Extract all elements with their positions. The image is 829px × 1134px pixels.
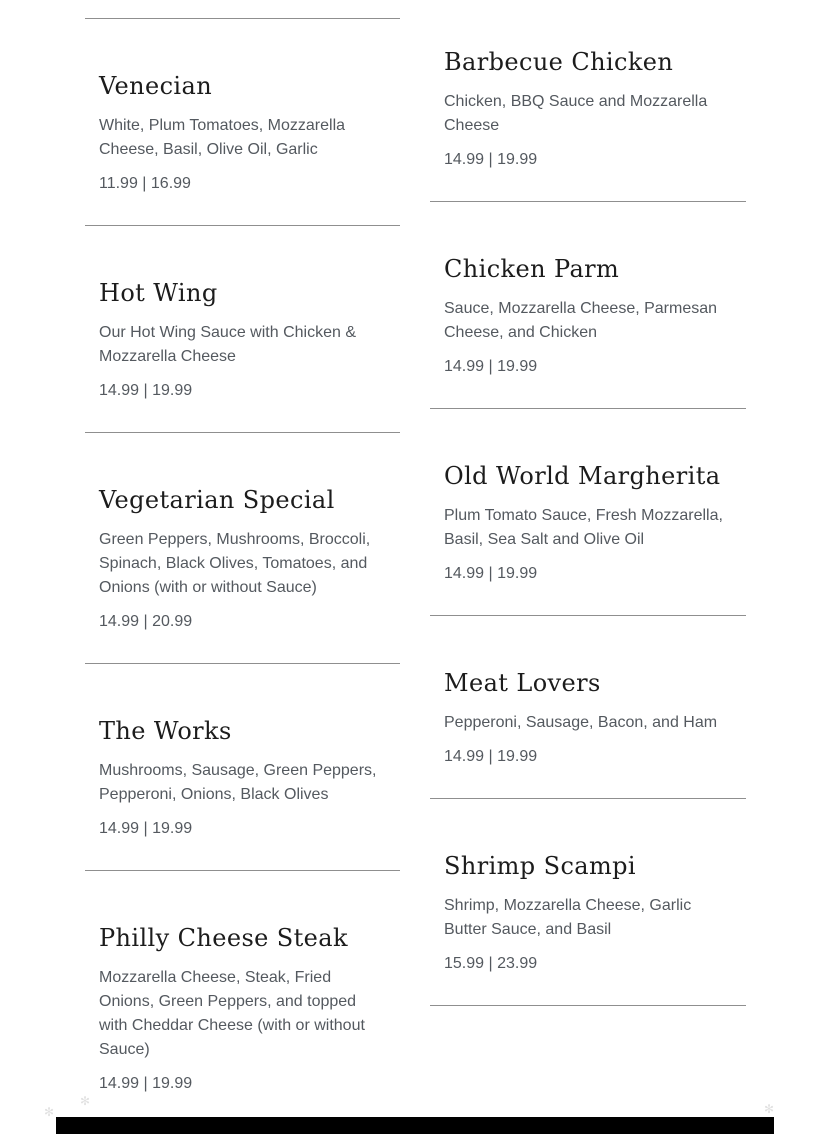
- item-title: The Works: [99, 717, 232, 745]
- item-description: Pepperoni, Sausage, Bacon, and Ham: [444, 714, 718, 731]
- menu-column-left: [85, 0, 400, 1126]
- sparkle-icon: ✻: [764, 1102, 775, 1116]
- item-title: Barbecue Chicken: [444, 48, 674, 76]
- menu-item: [85, 871, 400, 1126]
- item-price: 15.99 | 23.99: [444, 955, 538, 972]
- item-title: Venecian: [99, 72, 213, 100]
- item-description: Plum Tomato Sauce, Fresh Mozzarella, Basil, Sea Salt and Olive Oil: [444, 507, 723, 548]
- item-title: Chicken Parm: [444, 255, 620, 283]
- item-price: 14.99 | 19.99: [444, 151, 538, 168]
- item-price: 14.99 | 19.99: [444, 748, 538, 765]
- item-price: 14.99 | 19.99: [444, 565, 538, 582]
- item-price: 14.99 | 20.99: [99, 613, 193, 630]
- item-description: Shrimp, Mozzarella Cheese, Garlic Butter Sauce, and Basil: [444, 897, 692, 938]
- item-divider: [430, 1005, 746, 1006]
- menu-item: [430, 202, 746, 409]
- menu-item: [85, 664, 400, 871]
- sparkle-icon: ✻: [44, 1105, 55, 1119]
- item-title: Philly Cheese Steak: [99, 924, 348, 952]
- footer-bar: [56, 1117, 774, 1134]
- item-price: 14.99 | 19.99: [99, 382, 193, 399]
- item-description: Mushrooms, Sausage, Green Peppers, Pepperoni, Onions, Black Olives: [99, 762, 377, 803]
- item-title: Meat Lovers: [444, 669, 601, 697]
- item-title: Vegetarian Special: [99, 486, 335, 514]
- item-description: Mozzarella Cheese, Steak, Fried Onions, Green Peppers, and topped with Cheddar Cheese (with or without Sauce): [99, 969, 365, 1058]
- menu-column-right: [430, 0, 746, 1006]
- item-description: Our Hot Wing Sauce with Chicken & Mozzarella Cheese: [99, 324, 356, 365]
- menu-item: [430, 616, 746, 799]
- item-price: 11.99 | 16.99: [99, 175, 191, 192]
- menu-item: [430, 409, 746, 616]
- item-title: Old World Margherita: [444, 462, 721, 490]
- item-description: Green Peppers, Mushrooms, Broccoli, Spinach, Black Olives, Tomatoes, and Onions (with or without Sauce): [99, 531, 371, 596]
- sparkle-icon: ✻: [80, 1094, 91, 1108]
- menu-item: [85, 433, 400, 664]
- menu-item: [85, 19, 400, 226]
- item-title: Hot Wing: [99, 279, 218, 307]
- item-title: Shrimp Scampi: [444, 852, 636, 880]
- item-description: Chicken, BBQ Sauce and Mozzarella Cheese: [444, 93, 708, 134]
- item-description: Sauce, Mozzarella Cheese, Parmesan Cheese, and Chicken: [444, 300, 718, 341]
- item-description: White, Plum Tomatoes, Mozzarella Cheese, Basil, Olive Oil, Garlic: [99, 117, 346, 158]
- item-price: 14.99 | 19.99: [444, 358, 538, 375]
- item-price: 14.99 | 19.99: [99, 1075, 193, 1092]
- menu-item: [430, 799, 746, 1006]
- menu-item: [85, 226, 400, 433]
- menu-columns: [85, 0, 746, 1126]
- menu-item: [430, 0, 746, 202]
- item-price: 14.99 | 19.99: [99, 820, 193, 837]
